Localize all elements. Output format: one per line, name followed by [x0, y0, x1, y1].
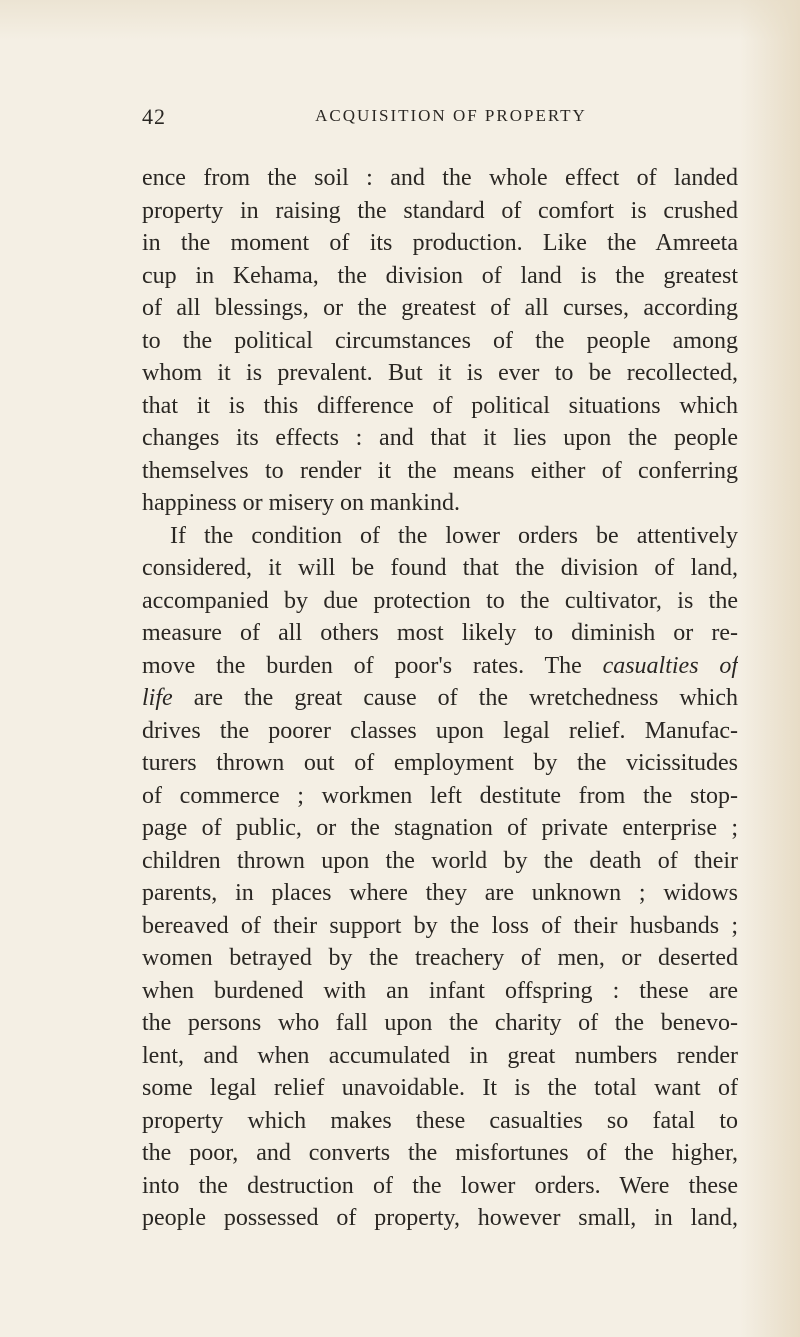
text-line: the poor, and converts the misfortunes of the higher,	[142, 1140, 738, 1166]
text-line: people possessed of property, however small, in land,	[142, 1205, 738, 1231]
text-line: the persons who fall upon the charity of the benevo-	[142, 1010, 738, 1036]
text-line: property in raising the standard of comfort is crushed	[142, 197, 738, 224]
text-line: page of public, or the stagnation of private enterprise ;	[142, 815, 738, 841]
text-segment: move the burden of poor's rates. The	[142, 652, 582, 679]
text-line: of all blessings, or the greatest of all curses, according	[142, 295, 738, 321]
page-shadow-right	[740, 0, 800, 1337]
text-line: to the political circumstances of the people among	[142, 327, 738, 354]
text-line: women betrayed by the treachery of men, or deserted	[142, 945, 738, 971]
text-line: considered, it will be found that the division of land,	[142, 555, 738, 581]
text-line: parents, in places where they are unknown ; widows	[142, 880, 738, 906]
text-line: turers thrown out of employment by the vicissitudes	[142, 750, 738, 776]
text-segment: are the great cause of the wretchedness which	[193, 685, 738, 711]
text-line: measure of all others most likely to diminish or re-	[142, 620, 738, 646]
text-line: that it is this difference of political situations which	[142, 392, 738, 419]
page-shadow-top	[0, 0, 800, 40]
text-line	[142, 682, 738, 715]
text-line	[142, 650, 738, 683]
text-line: of commerce ; workmen left destitute from the stop-	[142, 782, 738, 809]
text-line: some legal relief unavoidable. It is the total want of	[142, 1075, 738, 1101]
text-line: changes its effects : and that it lies upon the people	[142, 425, 738, 451]
text-line: property which makes these casualties so fatal to	[142, 1107, 738, 1134]
paragraph-start-line: If the condition of the lower orders be attentively	[170, 522, 738, 549]
text-line: children thrown upon the world by the death of their	[142, 847, 738, 874]
text-line: bereaved of their support by the loss of their husbands ;	[142, 912, 738, 939]
text-line: happiness or misery on mankind.	[142, 490, 460, 516]
body-text	[142, 162, 738, 1235]
text-line: whom it is prevalent. But it is ever to be recollected,	[142, 360, 738, 386]
text-line: lent, and when accumulated in great numbers render	[142, 1042, 738, 1069]
text-line: into the destruction of the lower orders. Were these	[142, 1172, 738, 1199]
italic-phrase: casualties of	[602, 652, 738, 679]
text-line: cup in Kehama, the division of land is the greatest	[142, 262, 738, 289]
page-number: 42	[142, 104, 166, 129]
running-title: ACQUISITION OF PROPERTY	[315, 106, 587, 125]
page-header	[142, 104, 738, 134]
text-line: when burdened with an infant offspring : these are	[142, 977, 738, 1004]
italic-phrase: life	[142, 685, 173, 711]
text-line: accompanied by due protection to the cultivator, is the	[142, 587, 738, 614]
text-line: themselves to render it the means either of conferring	[142, 457, 738, 484]
text-line: ence from the soil : and the whole effect of landed	[142, 165, 738, 191]
text-line: drives the poorer classes upon legal relief. Manufac-	[142, 717, 738, 744]
text-line: in the moment of its production. Like the Amreeta	[142, 230, 738, 256]
